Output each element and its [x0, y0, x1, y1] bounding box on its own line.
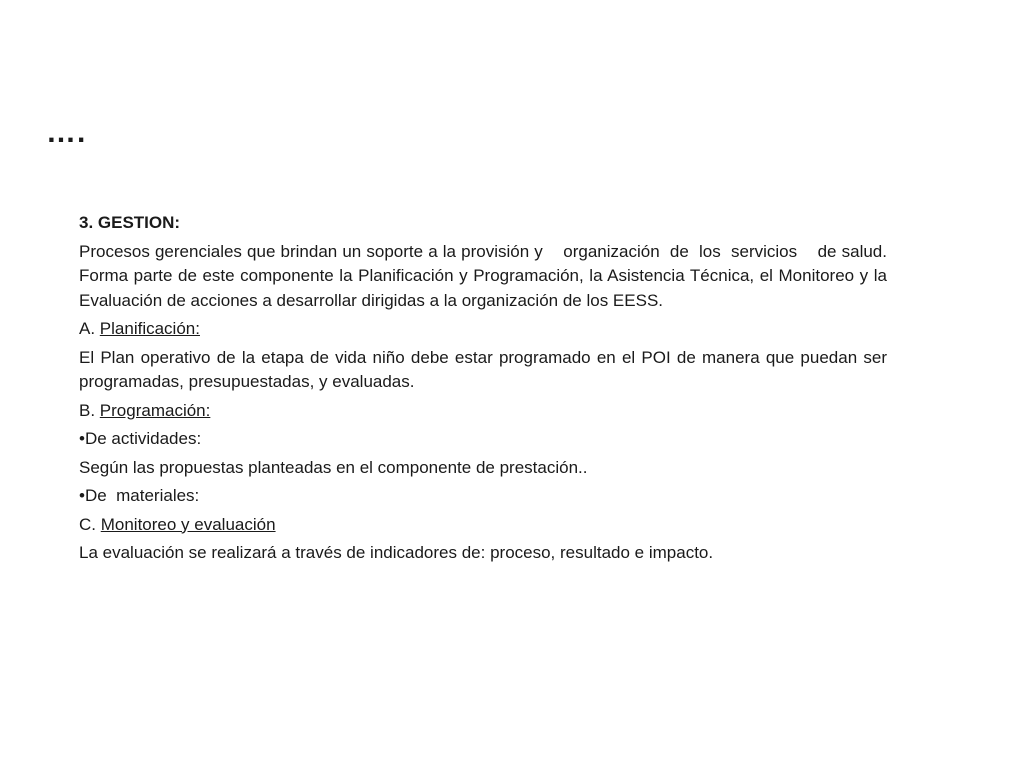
subsection-a-heading — [79, 317, 887, 342]
subsection-b-prefix: B. — [79, 400, 100, 420]
subsection-a-title: Planificación: — [99, 319, 200, 338]
subsection-c-text: La evaluación se realizará a través de indicadores de: proceso, resultado e impacto. — [79, 543, 714, 562]
slide-title: …. — [46, 116, 87, 149]
subsection-b-title: Programación: — [99, 400, 211, 420]
bullet-activities: •De actividades: — [79, 429, 202, 448]
subsection-a-prefix: A. — [79, 319, 100, 338]
intro-paragraph: Procesos gerenciales que brindan un soporte a la provisión y organización de los servicios de salud. Forma parte de este componente la Planificación y Programación, la Asistencia Técnica, el Monitoreo y la Evaluación de acciones a desarrollar dirigidas a la organización de los EESS. — [79, 241, 892, 310]
subsection-b-heading — [79, 399, 887, 424]
subsection-c-title: Monitoreo y evaluación — [100, 514, 276, 534]
subsection-c-prefix: C. — [79, 514, 101, 534]
bullet-materials: •De materiales: — [79, 486, 200, 505]
bullet-activities-text: Según las propuestas planteadas en el componente de prestación.. — [79, 457, 588, 477]
slide-content — [79, 211, 892, 570]
subsection-c-heading — [79, 513, 887, 538]
subsection-a-text: El Plan operativo de la etapa de vida niño debe estar programado en el POI de manera que puedan ser programadas, presupuestadas, y evaluadas. — [79, 347, 887, 391]
section-heading: 3. GESTION: — [79, 213, 181, 232]
